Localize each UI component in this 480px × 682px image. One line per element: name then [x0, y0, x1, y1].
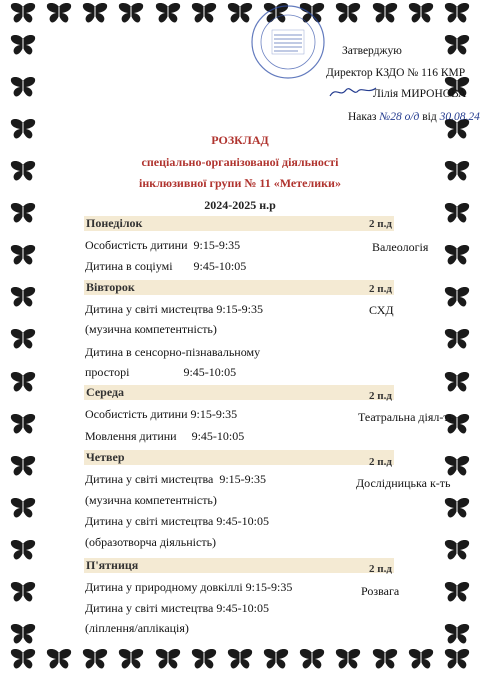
butterfly-icon: [46, 2, 72, 24]
butterfly-icon: [444, 455, 470, 477]
butterfly-border-bottom: [0, 648, 480, 682]
butterfly-icon: [191, 2, 217, 24]
signatory-name: Лілія МИРОНОВА: [373, 88, 467, 100]
day-header-friday: П'ятниця: [84, 558, 394, 573]
butterfly-icon: [10, 623, 36, 645]
butterfly-icon: [444, 286, 470, 308]
butterfly-icon: [444, 34, 470, 56]
butterfly-icon: [444, 648, 470, 670]
lesson-count-wednesday: 2 п.д: [369, 390, 392, 402]
butterfly-icon: [10, 413, 36, 435]
butterfly-icon: [444, 328, 470, 350]
butterfly-icon: [444, 497, 470, 519]
day-header-wednesday: Середа: [84, 385, 394, 400]
order-line: [348, 111, 480, 123]
lesson-line: Дитина у світі мистецтва 9:15-9:35: [85, 472, 267, 486]
doc-subtitle-1: спеціально-організованої діяльності: [141, 155, 339, 169]
butterfly-icon: [118, 2, 144, 24]
extra-activity-monday: Валеологія: [372, 240, 429, 254]
lesson-line: (образотворча діяльність): [85, 535, 217, 549]
butterfly-icon: [444, 623, 470, 645]
butterfly-icon: [444, 371, 470, 393]
butterfly-icon: [372, 2, 398, 24]
lesson-line: Дитина в соціумі 9:45-10:05: [85, 259, 247, 273]
lesson-line: Дитина у світі мистецтва 9:45-10:05: [85, 601, 270, 615]
butterfly-icon: [10, 76, 36, 98]
lesson-line: просторі 9:45-10:05: [85, 365, 237, 379]
lesson-line: (музична компетентність): [85, 322, 217, 336]
butterfly-icon: [444, 581, 470, 603]
butterfly-icon: [46, 648, 72, 670]
butterfly-icon: [191, 648, 217, 670]
lesson-line: Особистість дитини 9:15-9:35: [85, 407, 238, 421]
order-number: №28 о/д: [379, 111, 420, 123]
butterfly-icon: [335, 2, 361, 24]
lesson-line: (ліплення/аплікація): [85, 621, 189, 635]
lesson-count-thursday: 2 п.д: [369, 456, 392, 468]
lesson-line: Дитина у світі мистецтва 9:45-10:05: [85, 514, 270, 528]
butterfly-border-right: [440, 34, 474, 645]
butterfly-icon: [408, 648, 434, 670]
butterfly-icon: [263, 648, 289, 670]
day-header-tuesday: Вівторок: [84, 280, 394, 295]
lesson-line: Дитина у світі мистецтва 9:15-9:35: [85, 302, 264, 316]
extra-activity-friday: Розвага: [361, 584, 400, 598]
lesson-line: Дитина у природному довкіллі 9:15-9:35: [85, 580, 293, 594]
director-position: Директор КЗДО № 116 КМР: [326, 67, 466, 79]
extra-activity-thursday: Дослідницька к-ть: [356, 476, 451, 490]
extra-activity-wednesday: Театральна діял-ть: [358, 410, 455, 424]
butterfly-icon: [10, 2, 36, 24]
butterfly-icon: [10, 539, 36, 561]
butterfly-icon: [227, 648, 253, 670]
lesson-line: (музична компетентність): [85, 493, 217, 507]
day-header-thursday: Четвер: [84, 450, 394, 465]
day-header-monday: Понеділок: [84, 216, 394, 231]
order-prefix: Наказ: [348, 111, 377, 123]
butterfly-icon: [372, 648, 398, 670]
butterfly-icon: [444, 2, 470, 24]
lesson-count-friday: 2 п.д: [369, 563, 392, 575]
butterfly-icon: [10, 328, 36, 350]
butterfly-icon: [10, 581, 36, 603]
lesson-line: Мовлення дитини 9:45-10:05: [85, 429, 245, 443]
order-date: 30.08.24: [439, 111, 480, 123]
butterfly-icon: [10, 497, 36, 519]
butterfly-icon: [408, 2, 434, 24]
doc-title: РОЗКЛАД: [211, 133, 269, 147]
butterfly-icon: [82, 2, 108, 24]
lesson-count-tuesday: 2 п.д: [369, 283, 392, 295]
butterfly-icon: [118, 648, 144, 670]
extra-activity-tuesday: СХД: [369, 303, 394, 317]
seal-stamp: [250, 4, 326, 80]
butterfly-icon: [155, 648, 181, 670]
butterfly-icon: [444, 539, 470, 561]
school-year: 2024-2025 н.р: [204, 198, 276, 212]
butterfly-icon: [10, 286, 36, 308]
signature: [328, 82, 378, 100]
lesson-count-monday: 2 п.д: [369, 218, 392, 230]
doc-subtitle-2: інклюзивної групи № 11 «Метелики»: [139, 176, 341, 190]
butterfly-icon: [10, 455, 36, 477]
butterfly-icon: [299, 648, 325, 670]
approve-label: Затверджую: [342, 45, 402, 57]
lesson-line: Дитина в сенсорно-пізнавальному: [85, 345, 261, 359]
order-date-prefix: від: [422, 111, 437, 123]
butterfly-icon: [335, 648, 361, 670]
butterfly-border-top: [0, 2, 480, 36]
butterfly-icon: [10, 648, 36, 670]
butterfly-border-left: [6, 34, 40, 645]
butterfly-icon: [10, 34, 36, 56]
butterfly-icon: [444, 244, 470, 266]
butterfly-icon: [82, 648, 108, 670]
lesson-line: Особистість дитини 9:15-9:35: [85, 238, 241, 252]
butterfly-icon: [10, 244, 36, 266]
butterfly-icon: [10, 371, 36, 393]
butterfly-icon: [155, 2, 181, 24]
